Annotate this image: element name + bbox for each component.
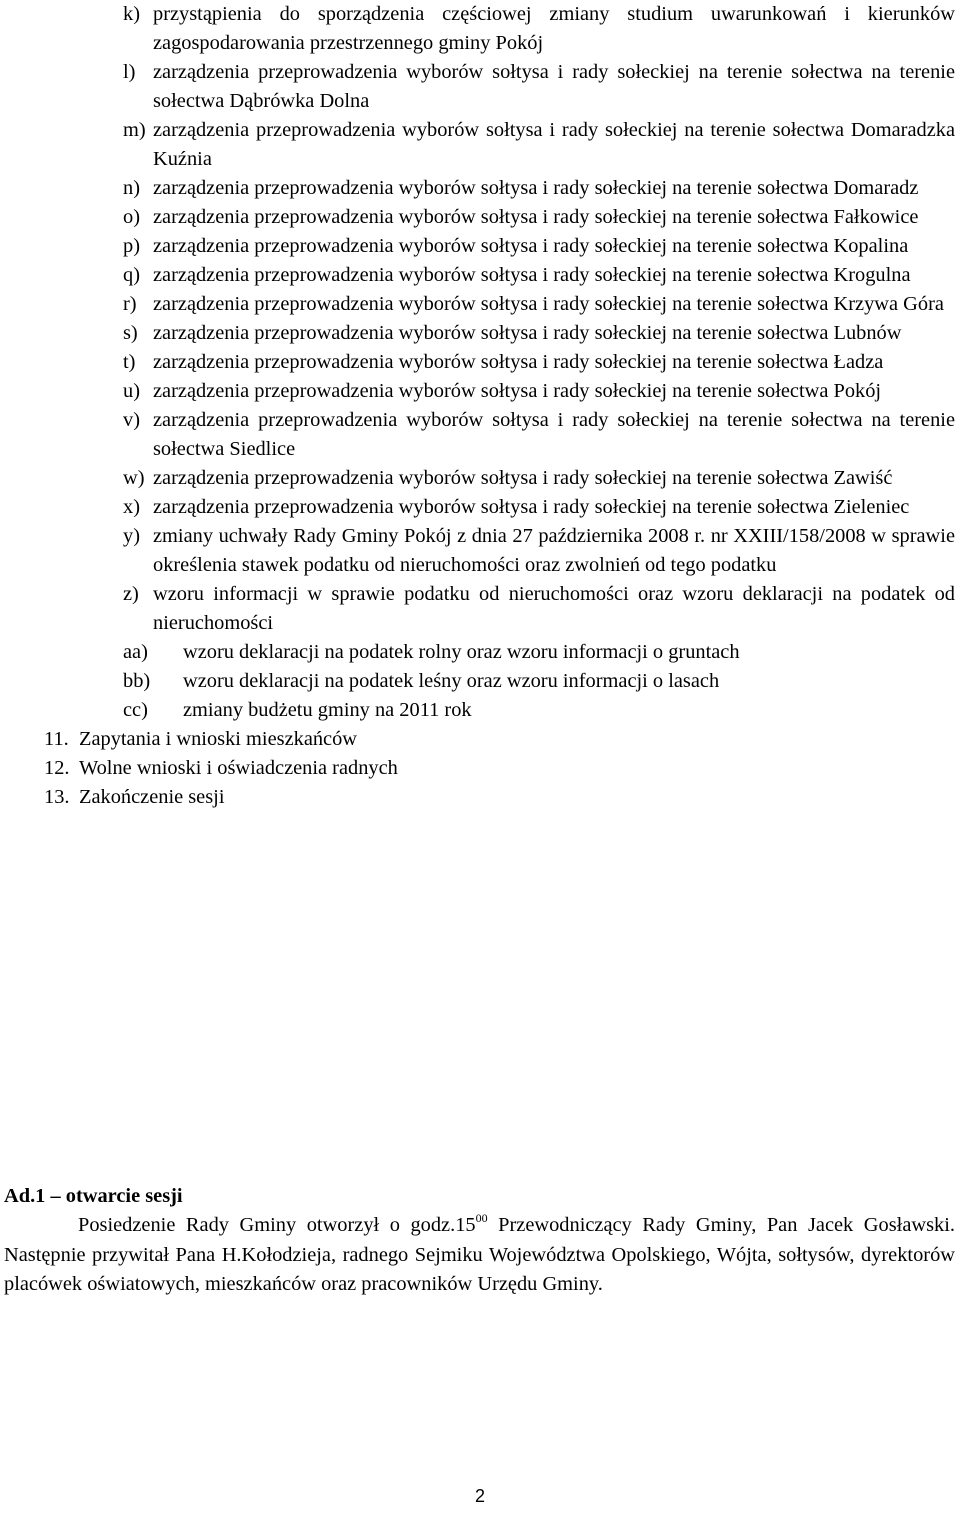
item-label: r) <box>123 293 137 315</box>
item-label: w) <box>123 467 145 489</box>
item-text: zarządzenia przeprowadzenia wyborów sołtysa i rady sołeckiej na terenie sołectwa Domaradzka Kuźnia <box>153 119 955 170</box>
item-label: z) <box>123 583 139 605</box>
sub-list-item <box>0 638 955 667</box>
item-label: t) <box>123 351 136 373</box>
item-text: Wolne wnioski i oświadczenia radnych <box>79 757 398 779</box>
list-item <box>0 464 955 493</box>
list-item <box>0 377 955 406</box>
numbered-item <box>0 754 960 783</box>
paragraph-end: Przewodniczący Rady Gminy, Pan Jacek Gosławski. Następnie przywitał Pana H.Kołodzieja, radnego Sejmiku Województwa Opolskiego, Wójta, sołtysów, dyrektorów placówek oświatowych, mieszkańców oraz pracowników Urzędu Gminy. <box>4 1214 955 1295</box>
item-label: x) <box>123 496 140 518</box>
item-text: zarządzenia przeprowadzenia wyborów sołtysa i rady sołeckiej na terenie sołectwa Domaradz <box>153 177 919 199</box>
list-item <box>0 493 955 522</box>
item-number: 11. <box>44 728 69 750</box>
section-paragraph <box>4 1211 955 1300</box>
item-text: wzoru informacji w sprawie podatku od nieruchomości oraz wzoru deklaracji na podatek od nieruchomości <box>153 583 955 634</box>
list-item <box>0 232 955 261</box>
item-label: y) <box>123 525 140 547</box>
list-item <box>0 261 955 290</box>
list-item <box>0 203 955 232</box>
sub-list-item <box>0 696 955 725</box>
item-label: n) <box>123 177 140 199</box>
item-text: zarządzenia przeprowadzenia wyborów sołtysa i rady sołeckiej na terenie sołectwa Ładza <box>153 351 884 373</box>
list-item <box>0 0 955 58</box>
sub-list-item <box>0 667 955 696</box>
list-item <box>0 580 955 638</box>
numbered-item <box>0 725 960 754</box>
item-text: zarządzenia przeprowadzenia wyborów sołtysa i rady sołeckiej na terenie sołectwa Pokój <box>153 380 882 402</box>
item-text: zarządzenia przeprowadzenia wyborów sołtysa i rady sołeckiej na terenie sołectwa Kopalina <box>153 235 909 257</box>
numbered-item <box>0 783 960 812</box>
heading-prefix: Ad.1 <box>4 1185 46 1207</box>
item-text: zarządzenia przeprowadzenia wyborów sołtysa i rady sołeckiej na terenie sołectwa na terenie sołectwa Siedlice <box>153 409 955 460</box>
item-text: zmiany uchwały Rady Gminy Pokój z dnia 27 października 2008 r. nr XXIII/158/2008 w sprawie określenia stawek podatku od nieruchomości oraz zwolnień od tego podatku <box>153 525 955 576</box>
item-label: m) <box>123 119 146 141</box>
item-text: wzoru deklaracji na podatek leśny oraz wzoru informacji o lasach <box>183 670 720 692</box>
item-text: zarządzenia przeprowadzenia wyborów sołtysa i rady sołeckiej na terenie sołectwa Fałkowice <box>153 206 919 228</box>
list-item <box>0 290 955 319</box>
item-text: Zapytania i wnioski mieszkańców <box>79 728 358 750</box>
item-text: zarządzenia przeprowadzenia wyborów sołtysa i rady sołeckiej na terenie sołectwa Zieleniec <box>153 496 910 518</box>
item-label: p) <box>123 235 140 257</box>
item-label: o) <box>123 206 140 228</box>
page-number: 2 <box>474 1486 485 1506</box>
paragraph-start: Posiedzenie Rady Gminy otworzył o godz.15 <box>78 1214 476 1236</box>
item-text: zarządzenia przeprowadzenia wyborów sołtysa i rady sołeckiej na terenie sołectwa Lubnów <box>153 322 902 344</box>
list-item <box>0 348 955 377</box>
heading-title: – otwarcie sesji <box>50 1185 183 1207</box>
section-heading <box>4 1182 955 1211</box>
list-item <box>0 319 955 348</box>
item-label: k) <box>123 3 140 25</box>
item-text: wzoru deklaracji na podatek rolny oraz wzoru informacji o gruntach <box>183 641 740 663</box>
item-text: zarządzenia przeprowadzenia wyborów sołtysa i rady sołeckiej na terenie sołectwa Krogulna <box>153 264 911 286</box>
item-number: 12. <box>44 757 70 779</box>
list-item <box>0 58 955 116</box>
list-item <box>0 116 955 174</box>
item-label: aa) <box>123 641 148 663</box>
item-text: zarządzenia przeprowadzenia wyborów sołtysa i rady sołeckiej na terenie sołectwa Krzywa Góra <box>153 293 944 315</box>
item-text: przystąpienia do sporządzenia częściowej zmiany studium uwarunkowań i kierunków zagospodarowania przestrzennego gminy Pokój <box>153 3 955 54</box>
item-label: cc) <box>123 699 148 721</box>
list-item <box>0 406 955 464</box>
item-text: Zakończenie sesji <box>79 786 225 808</box>
item-text: zmiany budżetu gminy na 2011 rok <box>183 699 472 721</box>
item-label: s) <box>123 322 138 344</box>
item-label: u) <box>123 380 140 402</box>
time-superscript: 00 <box>475 1211 488 1225</box>
item-label: q) <box>123 264 140 286</box>
item-number: 13. <box>44 786 70 808</box>
item-label: l) <box>123 61 136 83</box>
item-text: zarządzenia przeprowadzenia wyborów sołtysa i rady sołeckiej na terenie sołectwa Zawiść <box>153 467 893 489</box>
list-item <box>0 522 955 580</box>
ad1-section <box>4 1182 955 1300</box>
item-text: zarządzenia przeprowadzenia wyborów sołtysa i rady sołeckiej na terenie sołectwa na terenie sołectwa Dąbrówka Dolna <box>153 61 955 112</box>
item-label: v) <box>123 409 140 431</box>
list-item <box>0 174 955 203</box>
item-label: bb) <box>123 670 151 692</box>
